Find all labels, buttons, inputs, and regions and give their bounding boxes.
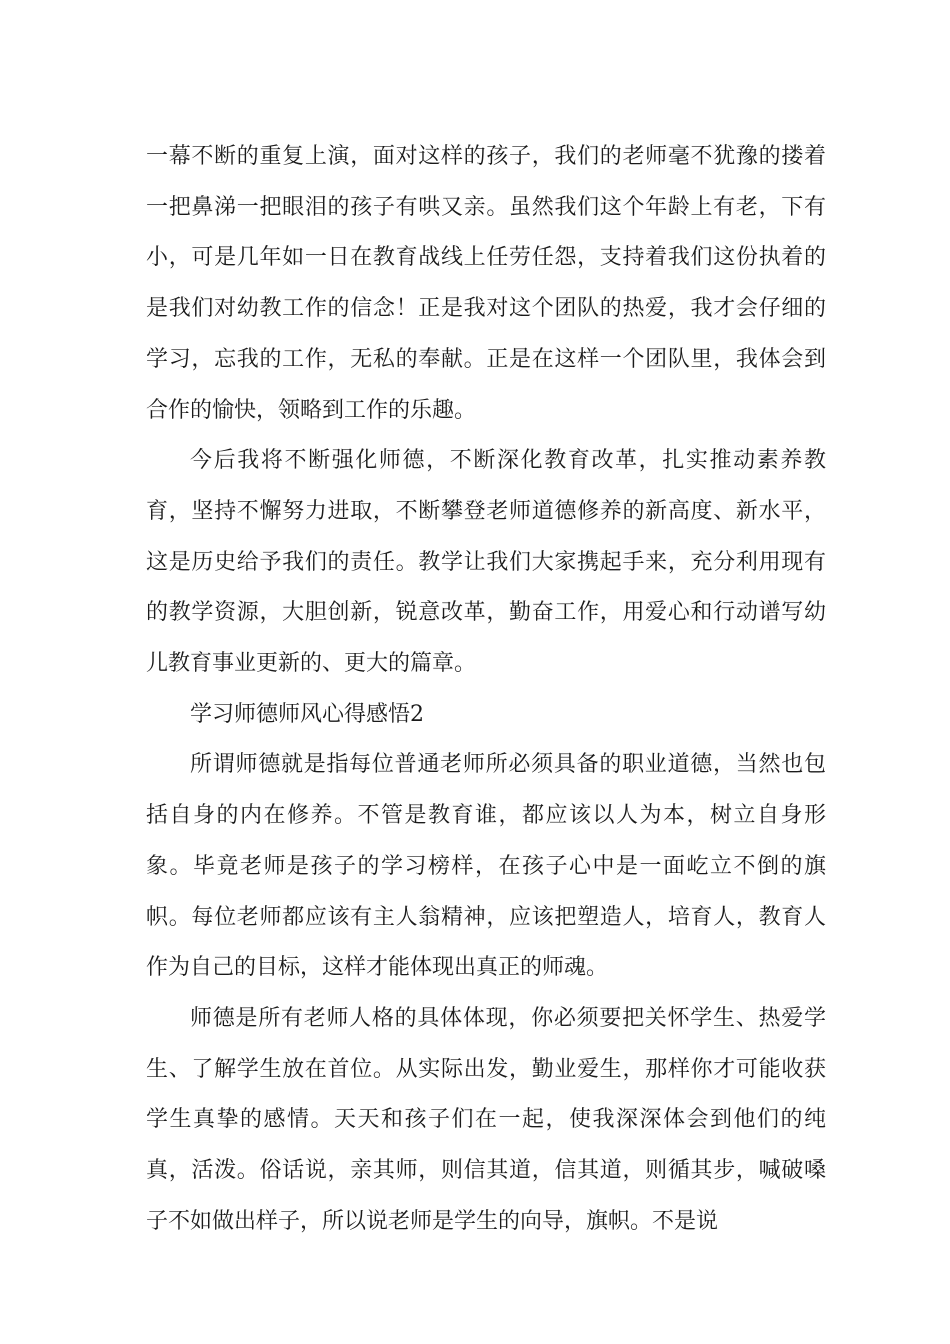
- paragraph-2: 今后我将不断强化师德，不断深化教育改革，扎实推动素养教育，坚持不懈努力进取，不断攀登老师道德修养的新高度、新水平，这是历史给予我们的责任。教学让我们大家携起手来，充分利用现有的教学资源，大胆创新，锐意改革，勤奋工作，用爱心和行动谱写幼儿教育事业更新的、更大的篇章。: [146, 448, 826, 677]
- section-heading: 学习师德师风心得感悟2: [190, 701, 424, 727]
- paragraph-4: 师德是所有老师人格的具体体现，你必须要把关怀学生、热爱学生、了解学生放在首位。从实际出发，勤业爱生，那样你才可能收获学生真挚的感情。天天和孩子们在一起，使我深深体会到他们的纯真，活泼。俗话说，亲其师，则信其道，信其道，则循其步，喊破嗓子不如做出样子，所以说老师是学生的向导，旗帜。不是说: [146, 1005, 826, 1234]
- paragraph-1: 一幕不断的重复上演，面对这样的孩子，我们的老师毫不犹豫的搂着一把鼻涕一把眼泪的孩子有哄又亲。虽然我们这个年龄上有老，下有小，可是几年如一日在教育战线上任劳任怨，支持着我们这份执着的是我们对幼教工作的信念！正是我对这个团队的热爱，我才会仔细的学习，忘我的工作，无私的奉献。正是在这样一个团队里，我体会到合作的愉快，领略到工作的乐趣。: [146, 144, 826, 423]
- document-body: [146, 132, 826, 1247]
- paragraph-3: 所谓师德就是指每位普通老师所必须具备的职业道德，当然也包括自身的内在修养。不管是教育谁，都应该以人为本，树立自身形象。毕竟老师是孩子的学习榜样，在孩子心中是一面屹立不倒的旗帜。每位老师都应该有主人翁精神，应该把塑造人，培育人，教育人作为自己的目标，这样才能体现出真正的师魂。: [146, 752, 826, 981]
